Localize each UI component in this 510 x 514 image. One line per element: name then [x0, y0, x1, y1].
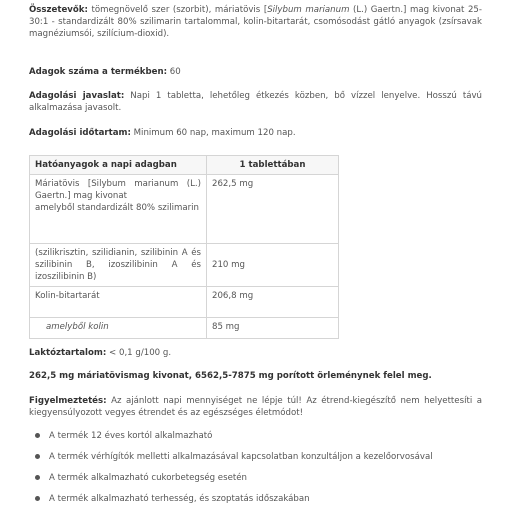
- table-cell-value: 210 mg: [207, 244, 339, 287]
- usage-text: Napi 1 tabletta, lehetőleg étkezés közben, bő vízzel lenyelve. Hosszú távú alkalmazása javasolt.: [29, 91, 483, 113]
- list-item-text: A termék alkalmazható terhesség, és szoptatás időszakában: [49, 494, 310, 504]
- table-cell: (szilikrisztin, szilidianin, szilibinin A és szilibinin B, izoszilibinin A és izoszilibinin B): [30, 244, 207, 287]
- bullet-icon: [35, 454, 40, 459]
- ingredients-paragraph: [29, 4, 482, 40]
- list-item: [29, 493, 489, 514]
- list-item: [29, 430, 489, 451]
- equivalence-text: 262,5 mg máriatövismag kivonat, 6562,5-7875 mg porított örleménynek felel meg.: [29, 371, 432, 381]
- duration-paragraph: [29, 127, 482, 139]
- ingredients-text-1: tömegnövelő szer (szorbit), máriatövis [: [87, 5, 268, 15]
- table-header-row: [30, 156, 339, 175]
- list-item-text: A termék vérhígítók melletti alkalmazásával kapcsolatban konzultáljon a kezelőorvosával: [49, 452, 433, 462]
- warning-paragraph: [29, 395, 482, 419]
- table-header-per-tablet: 1 tablettában: [207, 156, 339, 175]
- servings-value: 60: [167, 67, 181, 77]
- notes-list: [29, 430, 489, 514]
- table-row: [30, 318, 339, 339]
- table-cell-value: 262,5 mg: [207, 175, 339, 244]
- ingredients-table: [29, 155, 339, 339]
- table-cell: [30, 175, 207, 244]
- table-cell-value: 85 mg: [207, 318, 339, 339]
- bullet-icon: [35, 496, 40, 501]
- usage-paragraph: [29, 90, 482, 114]
- equivalence-paragraph: [29, 370, 482, 382]
- list-item: [29, 451, 489, 472]
- table-row: [30, 175, 339, 244]
- usage-label: Adagolási javaslat:: [29, 91, 125, 101]
- lactose-text: < 0,1 g/100 g.: [106, 348, 172, 358]
- table-row: [30, 244, 339, 287]
- bullet-icon: [35, 475, 40, 480]
- table-cell: [30, 318, 207, 339]
- duration-text: Minimum 60 nap, maximum 120 nap.: [130, 128, 296, 138]
- ingredients-label: Összetevők:: [29, 5, 88, 15]
- table-cell-text: amelyből standardizált 80% szilimarin: [35, 203, 199, 213]
- list-item-text: A termék alkalmazható cukorbetegség esetén: [49, 473, 247, 483]
- ingredients-text-2: (L.) Gaertn.] mag kivonat 25-30:1 - standardizált 80% szilimarin tartalommal, kolin-bitartarát, csomósodást gátló anyagok (zsírsavak magnéziumsói, szilícium-dioxid).: [29, 5, 482, 39]
- table-row: [30, 287, 339, 318]
- lactose-paragraph: [29, 347, 482, 359]
- warning-text: Az ajánlott napi mennyiséget ne lépje túl! Az étrend-kiegészítő nem helyettesíti a kiegyensúlyozott vegyes étrendet és az egészséges életmódot!: [29, 396, 482, 418]
- servings-paragraph: [29, 66, 482, 78]
- ingredients-italic: Silybum marianum: [267, 5, 350, 15]
- bullet-icon: [35, 433, 40, 438]
- table-cell-text: Máriatövis [Silybum marianum (L.) Gaertn.] mag kivonat: [35, 179, 201, 201]
- table-cell-italic: amelyből kolin: [46, 322, 109, 332]
- table-cell-value: 206,8 mg: [207, 287, 339, 318]
- table-cell: Kolin-bitartarát: [30, 287, 207, 318]
- servings-label: Adagok száma a termékben:: [29, 67, 168, 77]
- list-item-text: A termék 12 éves kortól alkalmazható: [49, 431, 213, 441]
- duration-label: Adagolási időtartam:: [29, 128, 131, 138]
- table-header-active: Hatóanyagok a napi adagban: [30, 156, 207, 175]
- lactose-label: Laktóztartalom:: [29, 348, 107, 358]
- list-item: [29, 472, 489, 493]
- warning-label: Figyelmeztetés:: [29, 396, 107, 406]
